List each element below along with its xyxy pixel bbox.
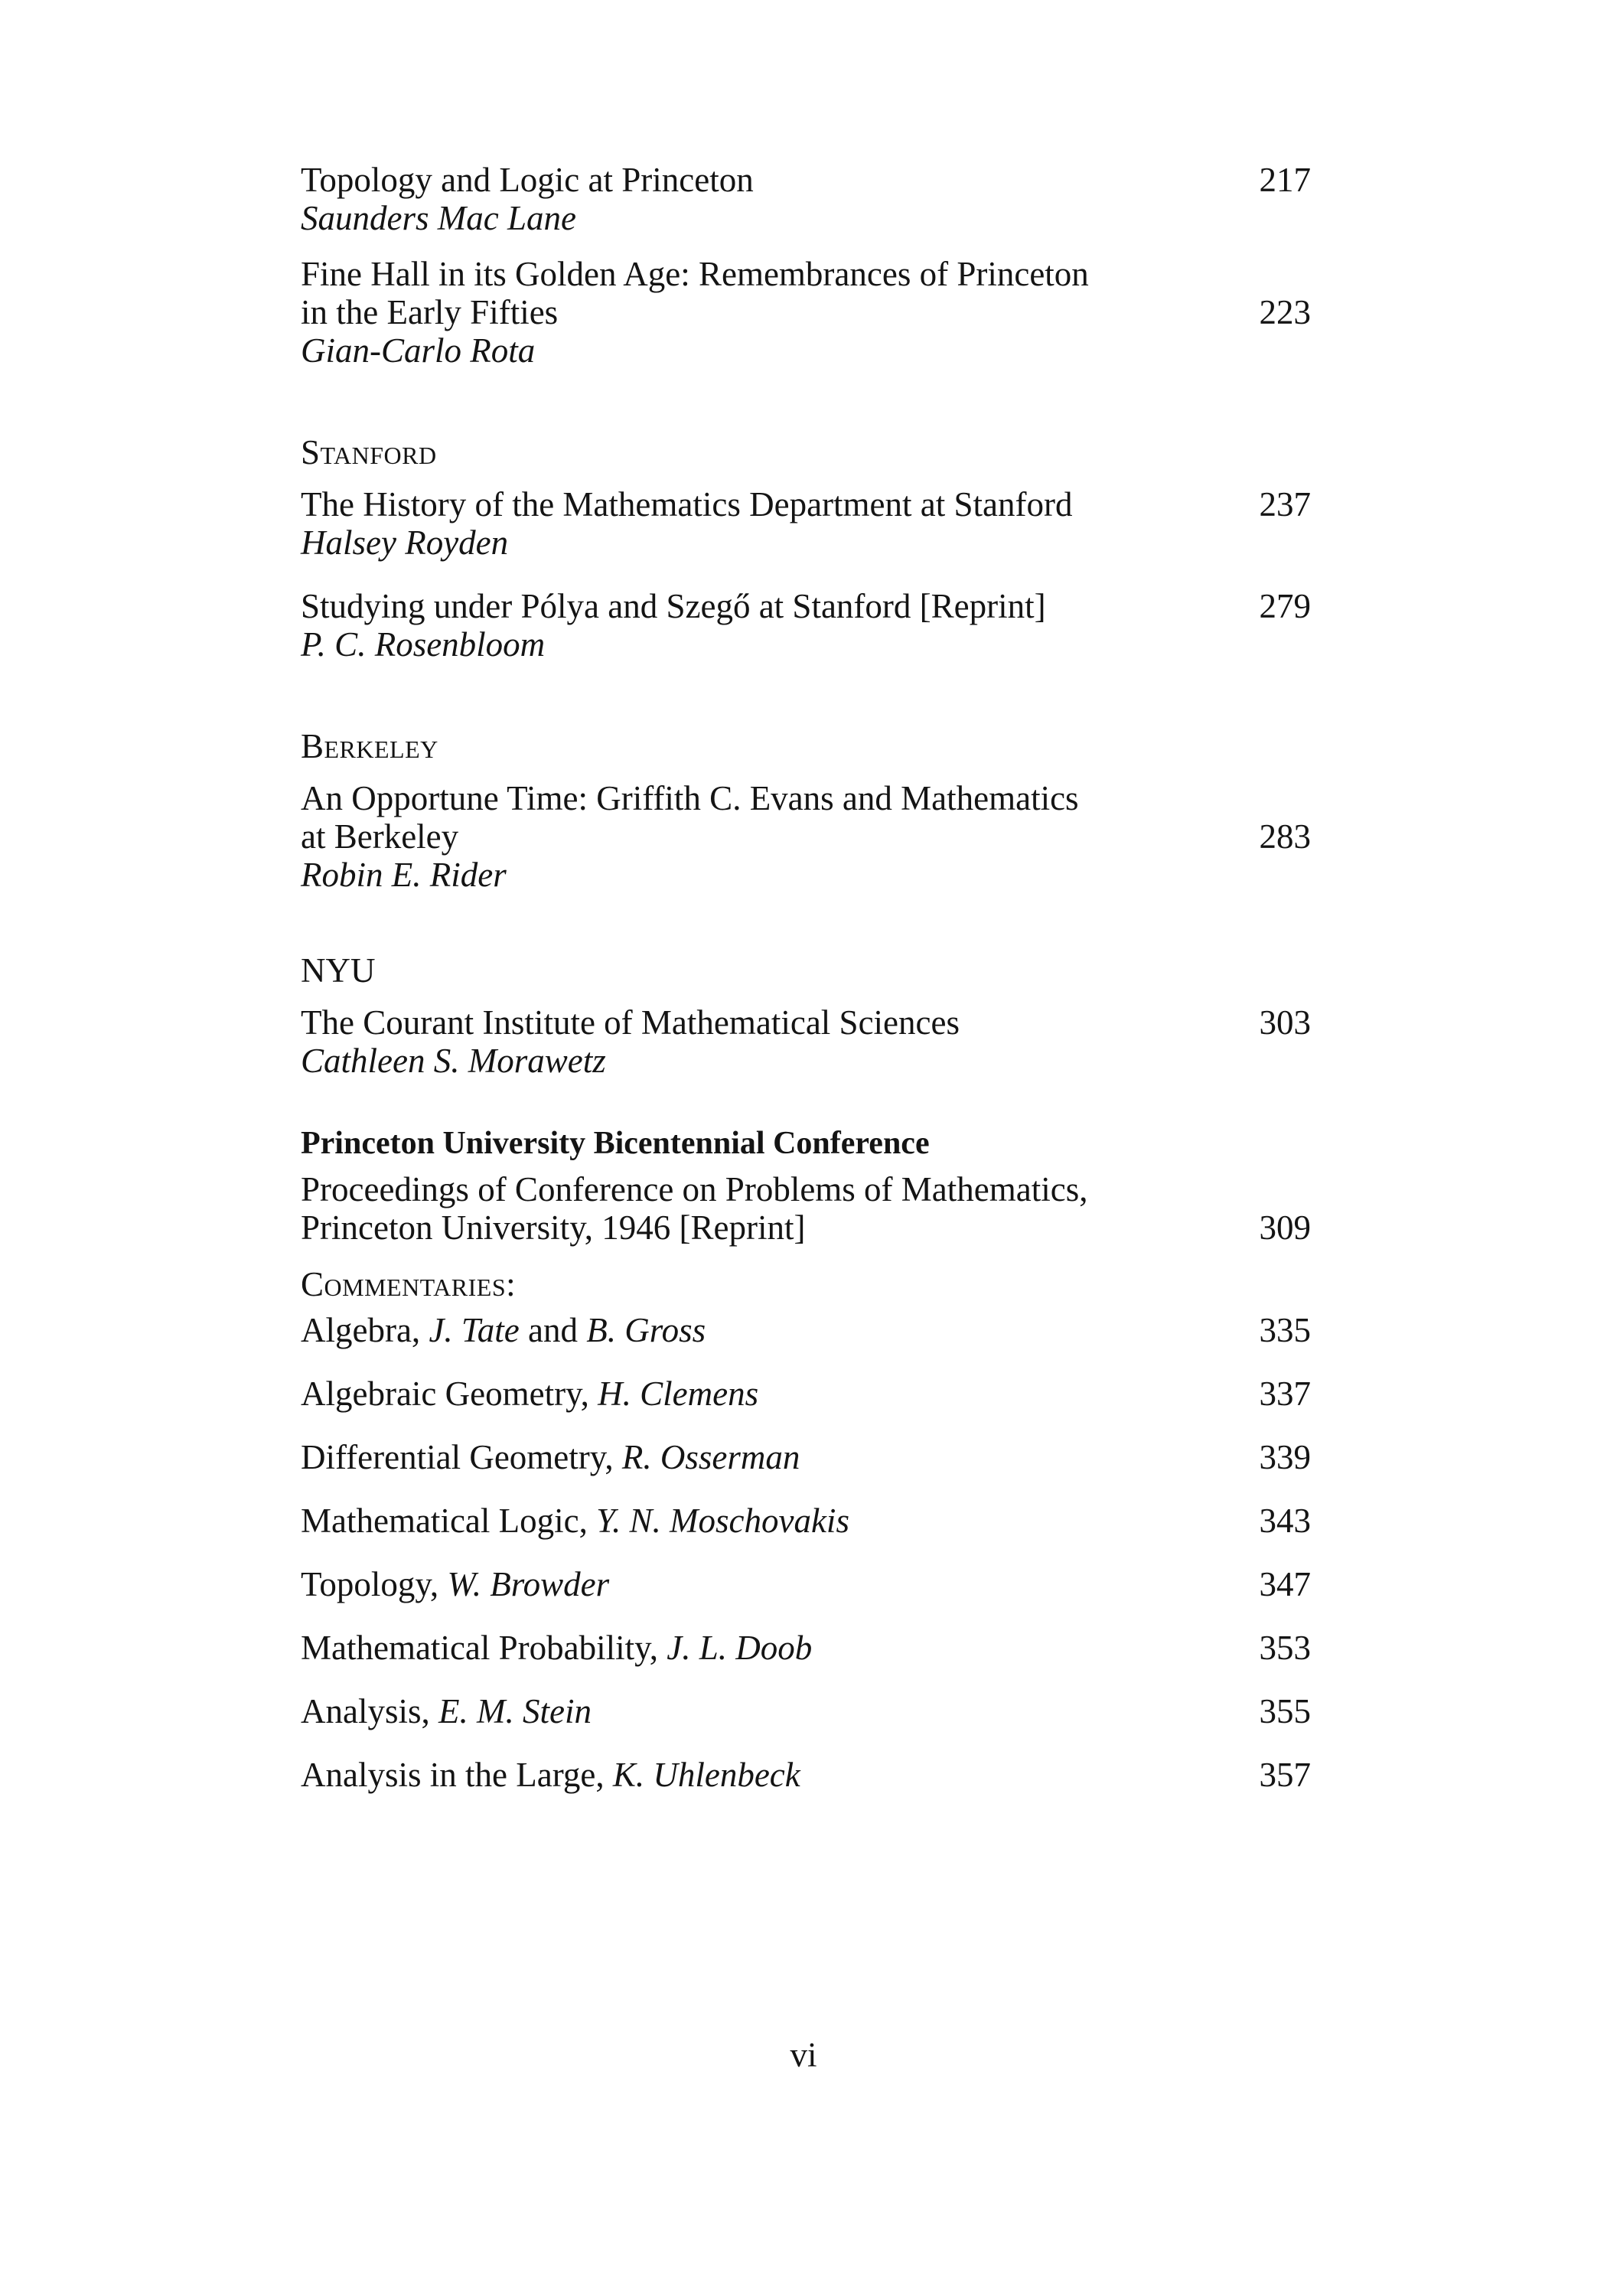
commentaries-heading: Commentaries: [301, 1265, 517, 1303]
section-heading-conference: Princeton University Bicentennial Conference [301, 1126, 930, 1161]
commentary-topic: Algebraic Geometry, [301, 1375, 598, 1413]
entry-author: P. C. Rosenbloom [301, 625, 546, 664]
table-of-contents [301, 161, 1311, 1794]
page-number: 337 [1259, 1375, 1311, 1413]
toc-entry [301, 1003, 1311, 1080]
commentary-author: J. Tate [429, 1311, 520, 1349]
commentary-topic: Analysis, [301, 1692, 438, 1730]
page-number: 335 [1259, 1311, 1311, 1349]
entry-author: Gian-Carlo Rota [301, 331, 536, 370]
commentary-topic: Mathematical Logic, [301, 1502, 597, 1540]
page-number: 347 [1259, 1565, 1311, 1603]
commentary-entry [301, 1629, 1311, 1667]
entry-title: Fine Hall in its Golden Age: Remembrances of Princeton [301, 255, 1089, 293]
commentary-entry [301, 1692, 1311, 1730]
entry-author: Halsey Royden [301, 523, 509, 562]
page-number: 343 [1259, 1502, 1311, 1540]
entry-title: Studying under Pólya and Szegő at Stanford [Reprint] [301, 587, 1046, 625]
entry-title-cont: at Berkeley [301, 817, 459, 856]
page-number: 303 [1259, 1003, 1311, 1042]
section-heading-stanford: Stanford [301, 433, 437, 471]
page-folio: vi [790, 2036, 817, 2074]
commentary-entry [301, 1565, 1311, 1603]
page-number: 357 [1259, 1756, 1311, 1794]
commentary-entry [301, 1438, 1311, 1476]
commentary-topic: Topology, [301, 1565, 448, 1603]
entry-author: Saunders Mac Lane [301, 199, 576, 237]
commentary-entry [301, 1502, 1311, 1540]
commentary-author: Y. N. Moschovakis [596, 1502, 849, 1540]
toc-entry [301, 1170, 1311, 1247]
commentary-author: H. Clemens [598, 1375, 759, 1413]
entry-title: Topology and Logic at Princeton [301, 161, 754, 199]
page-number: 223 [1259, 293, 1311, 331]
page-number: 355 [1259, 1692, 1311, 1730]
entry-title: Proceedings of Conference on Problems of Mathematics, [301, 1170, 1088, 1208]
commentary-author: R. Osserman [621, 1438, 800, 1476]
page-number: 217 [1259, 161, 1311, 199]
commentary-topic: Analysis in the Large, [301, 1756, 613, 1794]
entry-title-cont: Princeton University, 1946 [Reprint] [301, 1208, 806, 1247]
commentary-joiner: and [519, 1311, 587, 1349]
section-heading-nyu: NYU [301, 951, 376, 990]
commentary-author: J. L. Doob [667, 1629, 813, 1667]
commentary-author: W. Browder [447, 1565, 610, 1603]
toc-entry [301, 485, 1311, 562]
commentary-author-2: B. Gross [586, 1311, 706, 1349]
toc-entry [301, 779, 1311, 894]
page-number: 283 [1259, 817, 1311, 856]
page-number: 279 [1259, 587, 1311, 625]
commentary-author: E. M. Stein [438, 1692, 592, 1730]
entry-title: The Courant Institute of Mathematical Sciences [301, 1003, 960, 1042]
toc-entry [301, 587, 1311, 664]
toc-entry [301, 161, 1311, 237]
commentary-topic: Differential Geometry, [301, 1438, 622, 1476]
commentary-author: K. Uhlenbeck [612, 1756, 800, 1794]
commentary-topic: Mathematical Probability, [301, 1629, 667, 1667]
entry-title: The History of the Mathematics Department at Stanford [301, 485, 1073, 523]
entry-author: Cathleen S. Morawetz [301, 1042, 606, 1080]
section-heading-berkeley: Berkeley [301, 727, 438, 765]
page-number: 309 [1259, 1208, 1311, 1247]
commentary-entry [301, 1756, 1311, 1794]
page-number: 237 [1259, 485, 1311, 523]
toc-entry [301, 255, 1311, 370]
entry-title: An Opportune Time: Griffith C. Evans and Mathematics [301, 779, 1079, 817]
page-number: 353 [1259, 1629, 1311, 1667]
commentary-entry [301, 1311, 1311, 1349]
entry-author: Robin E. Rider [301, 856, 507, 894]
commentary-entry [301, 1375, 1311, 1413]
entry-title-cont: in the Early Fifties [301, 293, 559, 331]
page-number: 339 [1259, 1438, 1311, 1476]
commentary-topic: Algebra, [301, 1311, 429, 1349]
